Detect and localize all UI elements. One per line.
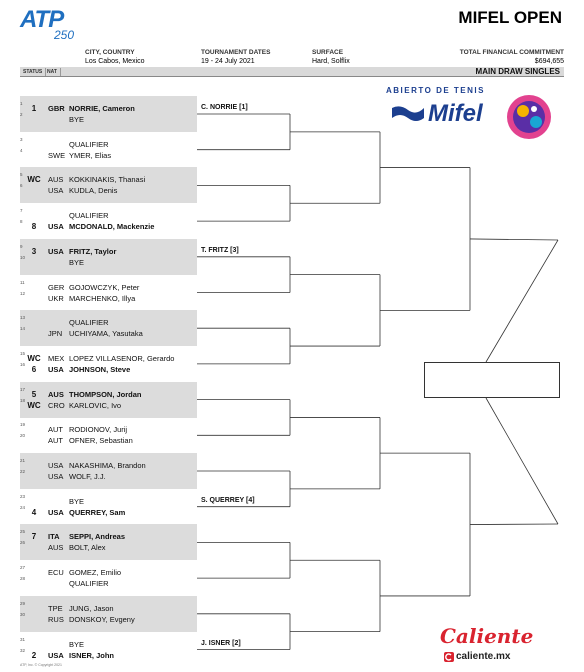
- dates-label: TOURNAMENT DATES: [201, 49, 271, 56]
- nationality: AUT: [48, 436, 63, 446]
- draw-line-number: 31: [20, 636, 26, 642]
- nationality: AUT: [48, 425, 63, 435]
- bracket-line: [486, 240, 558, 362]
- player-name: OFNER, Sebastian: [69, 436, 133, 446]
- draw-line-number: 14: [20, 326, 26, 332]
- draw-line-number: 13: [20, 315, 26, 321]
- champion-box: [424, 362, 560, 398]
- draw-line-number: 5: [20, 172, 23, 178]
- nationality: JPN: [48, 329, 63, 339]
- player-name: SEPPI, Andreas: [69, 532, 125, 542]
- nationality: GBR: [48, 104, 65, 113]
- copyright-footer: ATP, Inc. © Copyright 2021: [20, 663, 62, 667]
- surface-label: SURFACE: [312, 49, 344, 56]
- bracket-line: [470, 239, 558, 240]
- draw-line-number: 30: [20, 611, 26, 617]
- player-name: FRITZ, Taylor: [69, 246, 117, 256]
- nationality: AUS: [48, 543, 64, 553]
- draw-line-number: 29: [20, 600, 26, 606]
- player-name: DONSKOY, Evgeny: [69, 614, 135, 624]
- player-name: WOLF, J.J.: [69, 472, 106, 481]
- player-name: YMER, Elias: [69, 150, 112, 160]
- seed-label: WC: [27, 353, 41, 363]
- main-draw-label: MAIN DRAW SINGLES: [475, 67, 560, 76]
- nationality: UKR: [48, 293, 64, 303]
- draw-line-number: 19: [20, 422, 26, 428]
- player-name: KARLOVIC, Ivo: [69, 400, 122, 410]
- round2-winner: S. QUERREY [4]: [201, 496, 255, 504]
- nationality: USA: [48, 222, 64, 232]
- tournament-title: MIFEL OPEN: [458, 8, 562, 27]
- nationality: USA: [48, 186, 64, 196]
- caliente-c-icon: [444, 652, 454, 662]
- atp-logo-text: ATP: [20, 6, 64, 33]
- round2-winner: C. NORRIE [1]: [201, 104, 248, 111]
- player-name: LOPEZ VILLASENOR, Gerardo: [69, 353, 175, 363]
- tournament-ball-icon: [506, 94, 552, 140]
- player-name: BYE: [69, 496, 85, 506]
- commitment-value: $694,655: [534, 58, 564, 65]
- draw-line-number: 12: [20, 290, 26, 296]
- nationality: USA: [48, 472, 64, 481]
- player-name: GOMEZ, Emilio: [69, 568, 122, 578]
- player-name: KUDLA, Denis: [69, 186, 118, 196]
- nationality: AUS: [48, 389, 64, 399]
- draw-line-number: 23: [20, 493, 26, 499]
- draw-line-number: 6: [20, 183, 23, 189]
- player-name: JOHNSON, Steve: [69, 364, 131, 374]
- player-name: MARCHENKO, Illya: [69, 293, 136, 303]
- caliente-logo: [440, 624, 560, 666]
- seed-label: WC: [27, 400, 41, 410]
- draw-line-number: 11: [20, 279, 25, 285]
- player-name: ISNER, John: [69, 650, 115, 660]
- draw-line-number: 25: [20, 529, 26, 535]
- city-label: CITY, COUNTRY: [85, 49, 135, 56]
- round2-winner: J. ISNER [2]: [201, 639, 241, 647]
- caliente-url: caliente.mx: [456, 651, 511, 662]
- draw-line-number: 9: [20, 243, 23, 249]
- seed-label: 2: [31, 650, 37, 660]
- player-name: BYE: [69, 639, 85, 649]
- atp-logo-number: 250: [54, 28, 75, 42]
- player-name: JUNG, Jason: [69, 603, 114, 613]
- player-name: RODIONOV, Jurij: [69, 425, 128, 435]
- draw-line-number: 10: [20, 254, 26, 260]
- nationality: MEX: [48, 353, 65, 363]
- draw-line-number: 17: [20, 386, 26, 392]
- nationality: USA: [48, 650, 64, 660]
- seed-label: 6: [31, 364, 37, 374]
- player-name: QUALIFIER: [69, 139, 109, 149]
- seed-label: 3: [31, 246, 37, 256]
- nationality: SWE: [48, 150, 66, 160]
- mifel-mark-icon: [390, 104, 426, 124]
- nationality: AUS: [48, 175, 64, 185]
- draw-line-number: 15: [20, 350, 26, 356]
- draw-line-number: 16: [20, 361, 26, 367]
- nationality: ECU: [48, 568, 64, 578]
- player-name: BYE: [69, 257, 85, 267]
- mifel-logo: [384, 86, 564, 136]
- nat-column-tag: NAT: [44, 68, 61, 76]
- draw-line-number: 2: [20, 112, 23, 117]
- abierto-text: ABIERTO DE TENIS: [386, 86, 485, 95]
- seed-label: 7: [31, 532, 37, 542]
- mifel-text: Mifel: [428, 100, 483, 127]
- nationality: USA: [48, 364, 64, 374]
- player-name: UCHIYAMA, Yasutaka: [69, 329, 143, 339]
- bracket-line: [486, 398, 558, 524]
- draw-line-number: 22: [20, 469, 26, 474]
- commitment-label: TOTAL FINANCIAL COMMITMENT: [459, 49, 564, 56]
- player-name: QUERREY, Sam: [69, 507, 126, 517]
- draw-line-number: 20: [20, 433, 26, 439]
- player-name: BOLT, Alex: [69, 543, 106, 553]
- nationality: CRO: [48, 400, 65, 410]
- player-name: GOJOWCZYK, Peter: [69, 282, 140, 292]
- draw-line-number: 3: [20, 136, 23, 142]
- nationality: USA: [48, 507, 64, 517]
- round2-winner: T. FRITZ [3]: [201, 246, 239, 254]
- draw-line-number: 32: [20, 647, 26, 653]
- nationality: ITA: [48, 532, 60, 542]
- player-name: KOKKINAKIS, Thanasi: [69, 175, 146, 185]
- nationality: USA: [48, 246, 64, 256]
- draw-line-number: 24: [20, 504, 26, 510]
- nationality: GER: [48, 282, 65, 292]
- draw-line-number: 21: [20, 458, 26, 463]
- city-value: Los Cabos, Mexico: [85, 58, 145, 65]
- seed-label: 8: [31, 222, 37, 232]
- player-name: QUALIFIER: [69, 318, 109, 328]
- draw-line-number: 18: [20, 397, 26, 403]
- player-name: MCDONALD, Mackenzie: [69, 222, 155, 232]
- draw-line-number: 26: [20, 540, 26, 546]
- player-name: QUALIFIER: [69, 579, 109, 589]
- caliente-text: Caliente: [440, 624, 534, 648]
- seed-label: 1: [31, 104, 37, 113]
- nationality: USA: [48, 461, 64, 470]
- status-column-tag: STATUS: [20, 68, 46, 76]
- player-name: QUALIFIER: [69, 211, 109, 221]
- player-name: THOMPSON, Jordan: [69, 389, 142, 399]
- draw-line-number: 1: [20, 101, 23, 106]
- player-name: NORRIE, Cameron: [69, 104, 135, 113]
- seed-label: 4: [31, 507, 37, 517]
- player-name: NAKASHIMA, Brandon: [69, 461, 146, 470]
- surface-value: Hard, Solflix: [312, 58, 350, 65]
- seed-label: WC: [27, 175, 41, 185]
- draw-line-number: 27: [20, 565, 26, 571]
- draw-line-number: 8: [20, 219, 23, 225]
- draw-line-number: 7: [20, 208, 23, 214]
- draw-line-number: 4: [20, 147, 23, 153]
- bracket-line: [470, 524, 558, 525]
- draw-line-number: 28: [20, 576, 26, 582]
- seed-label: 5: [31, 389, 37, 399]
- nationality: TPE: [48, 603, 63, 613]
- player-name: BYE: [69, 115, 85, 124]
- dates-value: 19 - 24 July 2021: [201, 58, 255, 65]
- nationality: RUS: [48, 614, 64, 624]
